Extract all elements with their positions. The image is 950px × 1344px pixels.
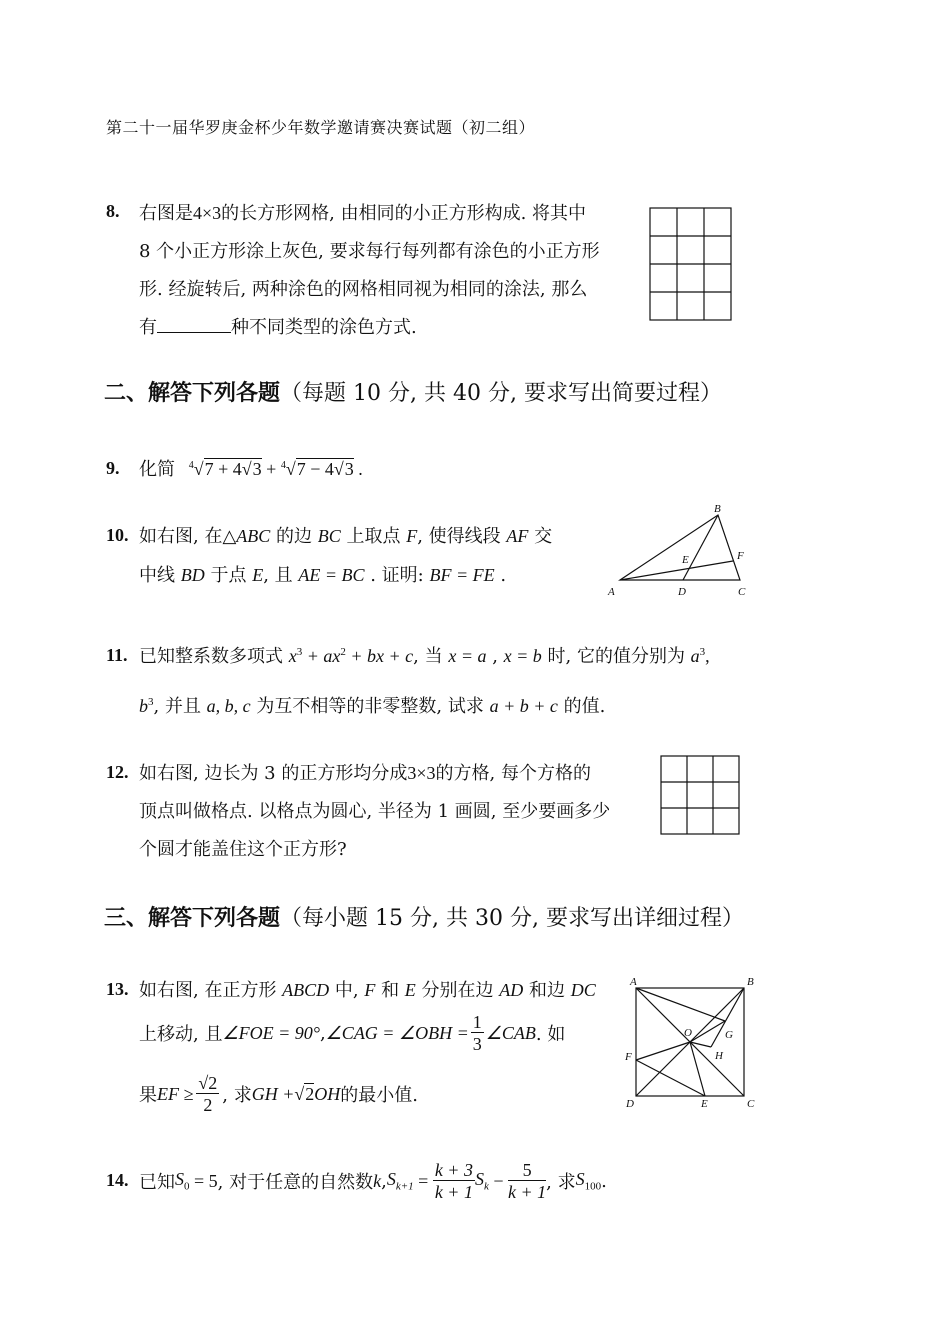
question-13-line-3: 果 EF ≥ $\frac{√2}{2}$ , 求 GH + √2 OH 的最小值. xyxy=(139,1072,418,1115)
fraction-5-over-k1: $\frac{5}{k + 1}$ xyxy=(508,1159,547,1202)
label-b: B xyxy=(747,976,754,988)
label-e: E xyxy=(682,554,689,566)
fraction-k3-over-k1: $\frac{k + 3}{k + 1}$ xyxy=(434,1159,473,1202)
label-a: A xyxy=(630,976,637,988)
question-12-line-2: 顶点叫做格点. 以格点为圆心, 半径为 1 画圆, 至少要画多少 xyxy=(139,801,611,822)
question-11-number: 11. xyxy=(106,645,128,665)
question-8-number: 8. xyxy=(106,201,120,221)
question-12-line-3: 个圆才能盖住这个正方形? xyxy=(139,839,347,860)
question-13-line-2: 上移动, 且 ∠FOE = 90° , ∠CAG = ∠OBH = $\frac{1}{3}$ ∠CAB . 如 xyxy=(139,1011,566,1054)
label-h: H xyxy=(715,1050,723,1062)
label-o: O xyxy=(684,1027,692,1039)
page-header: 第二十一届华罗庚金杯少年数学邀请赛决赛试题（初二组） xyxy=(106,118,536,137)
question-12-number: 12. xyxy=(106,762,129,782)
question-13-line-1: 如右图, 在正方形 ABCD 中, F 和 E 分别在边 AD 和边 DC xyxy=(139,980,596,1001)
section-2-heading: 二、解答下列各题（每题 10 分, 共 40 分, 要求写出简要过程） xyxy=(104,380,722,406)
question-9-expression: 化简 $^4$√7 + 4√3 + $^4$√7 − 4√3 . xyxy=(139,459,363,480)
question-10-line-1: 如右图, 在△ABC 的边 BC 上取点 F, 使得线段 AF 交 xyxy=(139,526,553,547)
answer-blank xyxy=(157,316,231,333)
label-e: E xyxy=(701,1098,708,1110)
question-13-number: 13. xyxy=(106,979,129,999)
grid-4x3-figure xyxy=(649,207,733,322)
question-8-line-1: 右图是4×3的长方形网格, 由相同的小正方形构成. 将其中 xyxy=(139,203,587,224)
label-f: F xyxy=(625,1051,632,1063)
fraction-one-third: $\frac{1}{3}$ xyxy=(472,1011,482,1054)
question-11-line-2: $b^3$, 并且 a, b, c 为互不相等的非零整数, 试求 a + b + c 的值. xyxy=(139,696,606,717)
question-14-line: 已知 $S_0$ = 5 , 对于任意的自然数 k , $S_{k+1}$ = $\frac{k + 3}{k + 1}$ $S_k$ − $\frac{5}{k + 1}$ , 求 $S_{100}$ . xyxy=(139,1159,607,1202)
label-c: C xyxy=(747,1098,755,1110)
label-a: A xyxy=(608,586,615,598)
question-8-line-4: 有 种不同类型的涂色方式. xyxy=(139,317,417,338)
question-14-number: 14. xyxy=(106,1170,129,1190)
square-abcd-figure xyxy=(620,972,760,1114)
question-8-line-3: 形. 经旋转后, 两种涂色的网格相同视为相同的涂法, 那么 xyxy=(139,279,588,300)
question-10-number: 10. xyxy=(106,525,129,545)
label-c: C xyxy=(738,586,746,598)
question-8-line-2: 8 个小正方形涂上灰色, 要求每行每列都有涂色的小正方形 xyxy=(139,241,600,262)
question-12-line-1: 如右图, 边长为 3 的正方形均分成3×3的方格, 每个方格的 xyxy=(139,763,591,784)
section-3-heading: 三、解答下列各题（每小题 15 分, 共 30 分, 要求写出详细过程） xyxy=(104,905,744,931)
question-9-number: 9. xyxy=(106,458,120,478)
label-d: D xyxy=(626,1098,634,1110)
fraction-sqrt2-over-2: $\frac{√2}{2}$ xyxy=(198,1072,218,1115)
grid-3x3-figure xyxy=(659,754,743,836)
label-g: G xyxy=(725,1029,733,1041)
label-f: F xyxy=(737,550,744,562)
triangle-abc-figure xyxy=(600,500,760,602)
question-11-line-1: 已知整系数多项式 $x^3 + ax^2$ + bx + c, 当 x = a , x = b 时, 它的值分别为 $a^3$, xyxy=(139,646,710,667)
label-d: D xyxy=(678,586,686,598)
question-10-line-2: 中线 BD 于点 E, 且 AE = BC . 证明: BF = FE . xyxy=(139,565,507,586)
label-b: B xyxy=(714,503,721,515)
